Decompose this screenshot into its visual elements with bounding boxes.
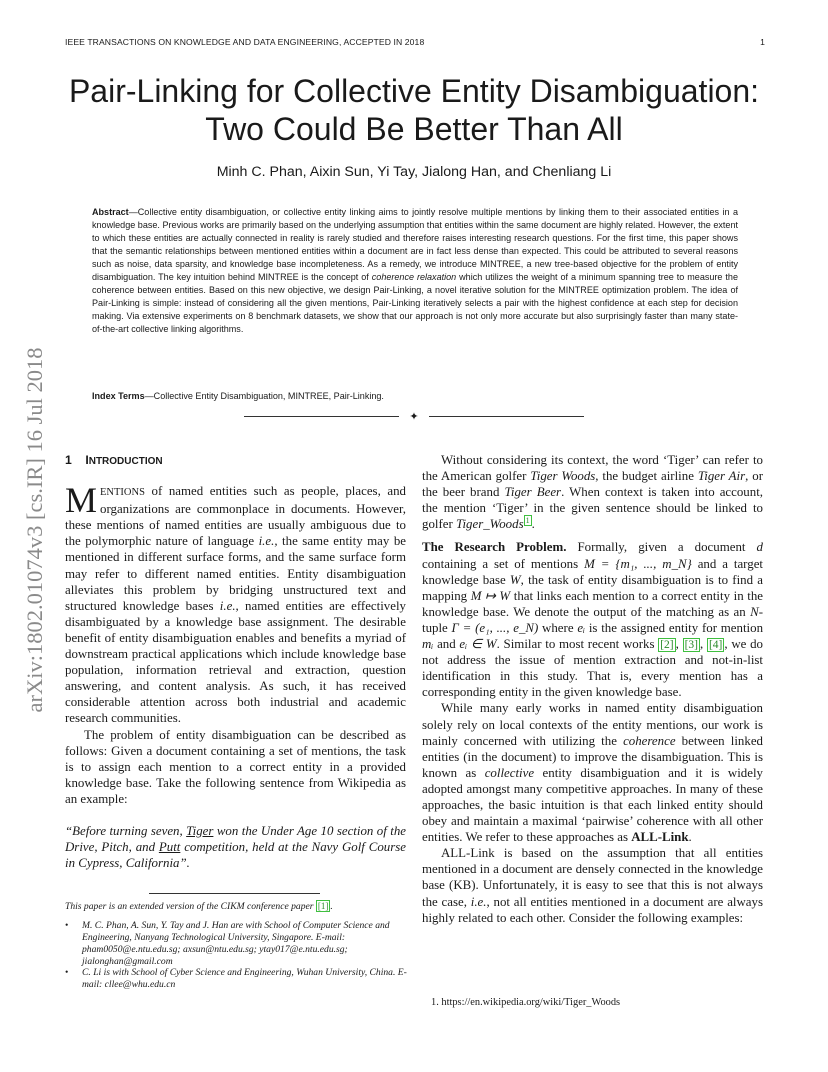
paper-title <box>40 72 788 148</box>
research-problem-paragraph: The Research Problem. Formally, given a document d containing a set of mentions M = {m₁, ..., m_N} and a target knowledge base W, the task of entity disambiguation is to find a mapping M ↦ W that links each mention to a correct entity in the knowledge base. We denote the output of the matching as an N-tuple Γ = (e₁, ..., e_N) where eᵢ is the assigned entity for mention mᵢ and eᵢ ∈ W. Similar to most recent works [2] , [3] , [4] , we do not address the issue of mention extraction and not-in-list identification in this study. That is, every mention has a corresponding entity in the given knowledge base. <box>422 540 764 700</box>
title-line-1: Pair-Linking for Collective Entity Disambiguation: <box>68 73 760 109</box>
right-column <box>422 452 763 926</box>
journal-name: IEEE TRANSACTIONS ON KNOWLEDGE AND DATA ENGINEERING, ACCEPTED IN 2018 <box>65 37 425 47</box>
bullet-icon: • <box>65 920 69 931</box>
extended-version-note: This paper is an extended version of the CIKM conference paper [1] . <box>65 901 333 912</box>
abstract-label: Abstract <box>92 207 129 217</box>
running-header <box>65 37 765 47</box>
collective-paragraph: While many early works in named entity disambiguation solely rely on local contexts of the entity mentions, our work is mainly concerned with utilizing the coherence between linked entities (in the document) to improve the disambiguation. This is known as collective entity disambiguation and it is widely adopted amongst many competitive approaches. In many of these approaches, the basic intuition is that each linked entity should obey and maintain a maximal ‘pairwise’ coherence with all other entities. We refer to these approaches as ALL-Link. <box>422 701 763 845</box>
left-column <box>65 452 406 871</box>
example-quote: “Before turning seven, Tiger won the Under Age 10 section of the Drive, Pitch, and Putt competition, held at the Navy Golf Course in Cypress, California”. <box>65 823 406 871</box>
author-list: Minh C. Phan, Aixin Sun, Yi Tay, Jialong Han, and Chenliang Li <box>216 164 612 180</box>
footnote-ref-1[interactable]: 1 <box>525 516 530 526</box>
citation-link-4[interactable]: [4] <box>708 639 723 652</box>
intro-paragraph-1: MENTIONS of named entities such as people, places, and organizations are commonplace in documents. However, these mentions of named entities are usually ambiguous due to the polymorphic nature of language i.e., the same entity may be mentioned in different surface forms, and the same surface form may refer to different named entities. Entity disambiguation alleviates this problem by bridging unstructured text and structured knowledge bases i.e., named entities are effectively disambiguated by a knowledge base assignment. The desirable benefit of entity disambiguation enables and benefits a myriad of downstream practical applications which include knowledge base population, information retrieval and extraction, question answering, and content analysis. As such, it has received considerable attention across both industrial and academic research communities. <box>65 480 406 726</box>
citation-link-1[interactable]: [1] <box>317 901 329 911</box>
abstract: Abstract—Collective entity disambiguation, or collective entity linking aims to jointly resolve multiple mentions by linking them to their associated entities in a knowledge base. Previous works are primarily based on the underlying assumption that entities within the same document are highly related. However, the extent to which these entities are actually connected in reality is rarely studied and therefore raises interesting research questions. For the first time, this paper shows that the semantic relationships between mentioned entities within a document are in fact less dense than expected. This could be attributed to several reasons such as noise, data sparsity, and knowledge base incompleteness. As a remedy, we introduce MINTREE, a new tree-based objective for the problem of entity disambiguation. The key intuition behind MINTREE is the concept of coherence relaxation which utilizes the weight of a minimum spanning tree to measure the coherence between entities. Based on this new objective, we design Pair-Linking, a novel iterative solution for the MINTREE optimization problem. The idea of Pair-Linking is simple: instead of considering all the given mentions, Pair-Linking iteratively selects a pair with the highest confidence at each step for decision making. Via extensive experiments on 8 benchmark datasets, we show that our approach is not only more accurate but also surprisingly faster than many state-of-the-art collective linking algorithms. <box>92 207 738 335</box>
title-line-2: Two Could Be Better Than All <box>205 111 623 147</box>
section-separator <box>244 410 584 424</box>
separator-line-left <box>244 416 399 417</box>
page-number: 1 <box>760 37 765 47</box>
affiliation-note-1: • M. C. Phan, A. Sun, Y. Tay and J. Han are with School of Computer Science and Engineering, Nanyang Technological University, Singapore. E-mail: pham0050@e.ntu.edu.sg; axsun@ntu.edu.sg; ytay017@e.ntu.edu.sg; jialonghan@gmail.com <box>65 920 390 968</box>
citation-link-2[interactable]: [2] <box>660 639 674 652</box>
section-heading-introduction: 1 INTRODUCTION <box>65 453 163 467</box>
intro-paragraph-2: The problem of entity disambiguation can be described as follows: Given a document containing a set of mentions, the task is to assign each mention to a correct entity in a provided knowledge base. Take the following sentence from Wikipedia as an example: <box>65 727 406 806</box>
arxiv-stamp: arXiv:1802.01074v3 [cs.IR] 16 Jul 2018 <box>22 347 47 713</box>
affiliation-note-2: • C. Li is with School of Cyber Science and Engineering, Wuhan University, China. E-mail: cllee@whu.edu.cn <box>65 967 407 991</box>
drop-cap: M <box>65 480 98 521</box>
all-link-paragraph: ALL-Link is based on the assumption that all entities mentioned in a document are densely connected in the knowledge base (KB). Unfortunately, it is easy to see that this is not always the case, i.e., not all entities mentioned in a document are always highly related to each other. Consider the following examples: <box>422 846 763 925</box>
footnote-rule <box>149 893 320 894</box>
context-paragraph: Without considering its context, the word ‘Tiger’ can refer to the American golfer Tiger Woods, the budget airline Tiger Air, or the beer brand Tiger Beer. When context is taken into account, the mention ‘Tiger’ in the given sentence should be linked to golfer Tiger_Woods $^1$ . <box>422 453 764 532</box>
citation-link-3[interactable]: [3] <box>684 639 699 652</box>
separator-line-right <box>429 416 584 417</box>
index-terms: Index Terms—Collective Entity Disambiguation, MINTREE, Pair-Linking. <box>92 391 384 401</box>
url-footnote: 1. https://en.wikipedia.org/wiki/Tiger_Woods <box>431 997 621 1008</box>
diamond-icon: ✦ <box>409 411 419 423</box>
bullet-icon: • <box>65 967 69 978</box>
